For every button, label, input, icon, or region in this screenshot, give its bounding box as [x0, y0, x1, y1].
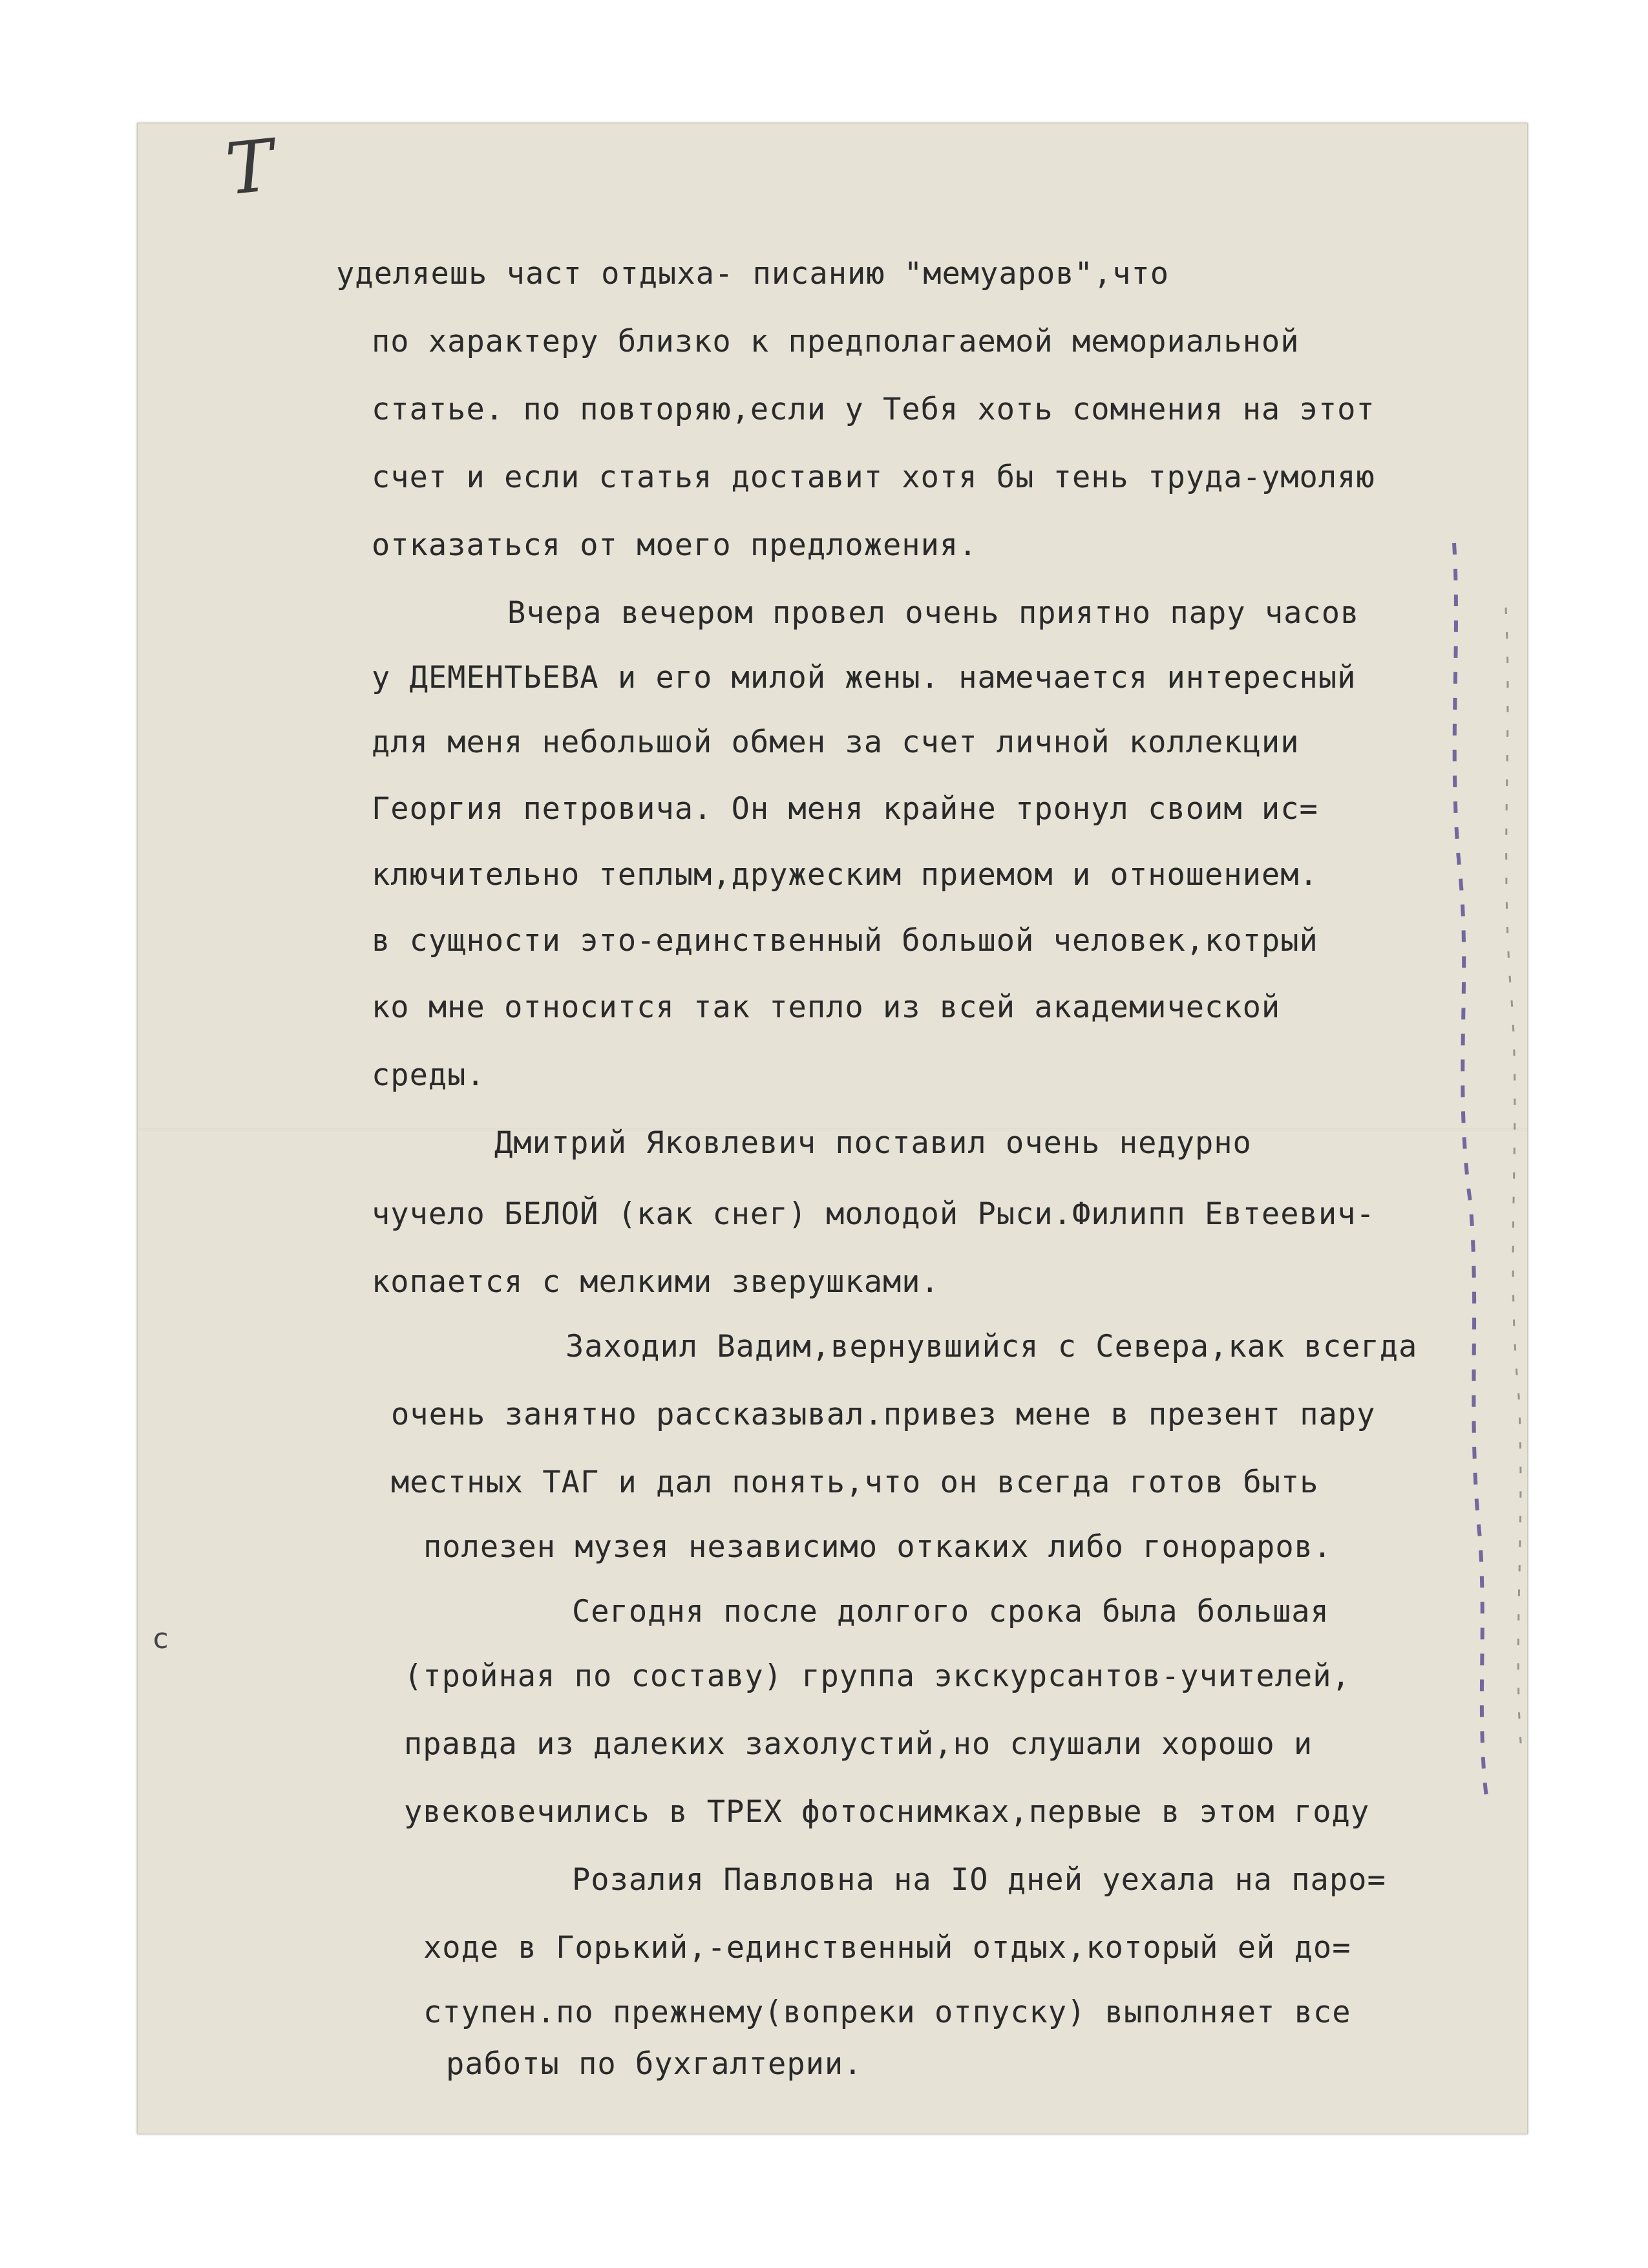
letter-line: среды.	[372, 1057, 485, 1093]
margin-annotation-marks	[1409, 530, 1538, 1823]
letter-line: правда из далеких захолустий,но слушали хорошо и	[404, 1726, 1313, 1762]
letter-line: Розалия Павловна на IO дней уехала на паро=	[572, 1862, 1386, 1898]
letter-line: Георгия петровича. Он меня крайне тронул своим ис=	[372, 791, 1318, 827]
letter-line: чучело БЕЛОЙ (как снег) молодой Рыси.Филипп Евтеевич-	[372, 1196, 1375, 1232]
letter-line: Вчера вечером провел очень приятно пару часов	[507, 595, 1360, 631]
letter-line: в сущности это-единственный большой человек,котрый	[372, 923, 1318, 959]
letter-line: ко мне относится так тепло из всей академической	[372, 990, 1281, 1025]
letter-line: Дмитрий Яковлевич поставил очень недурно	[494, 1125, 1252, 1161]
letter-line: полезен музея независимо откаких либо гонораров.	[423, 1529, 1333, 1565]
handwritten-initial: Т	[222, 123, 278, 211]
letter-line: ключительно теплым,дружеским приемом и отношением.	[372, 857, 1318, 893]
letter-line: (тройная по составу) группа экскурсантов-учителей,	[404, 1659, 1351, 1694]
letter-line: у ДЕМЕНТЬЕВА и его милой жены. намечается интересный	[372, 660, 1357, 695]
letter-line: копается с мелкими зверушками.	[372, 1264, 940, 1300]
letter-line: ходе в Горький,-единственный отдых,который ей до=	[423, 1930, 1351, 1966]
letter-line: ступен.по прежнему(вопреки отпуску) выполняет все	[423, 1995, 1351, 2030]
letter-line: местных ТАГ и дал понять,что он всегда готов быть	[391, 1465, 1319, 1500]
letter-line: счет и если статья доставит хотя бы тень труда-умоляю	[372, 460, 1375, 495]
letter-line: Сегодня после долгого срока была большая	[572, 1594, 1329, 1629]
letter-line: отказаться от моего предложения.	[372, 527, 978, 563]
letter-line: уделяешь част отдыха- писанию "мемуаров",что	[336, 256, 1170, 291]
letter-line: очень занятно рассказывал.привез мене в презент пару	[391, 1397, 1376, 1432]
edge-mark: с	[152, 1622, 169, 1655]
letter-line: Заходил Вадим,вернувшийся с Севера,как всегда	[565, 1329, 1418, 1364]
letter-line: статье. по повторяю,если у Тебя хоть сомнения на этот	[372, 392, 1375, 427]
letter-line: для меня небольшой обмен за счет личной коллекции	[372, 725, 1300, 760]
letter-line: по характеру близко к предполагаемой мемориальной	[372, 324, 1300, 359]
letter-line: работы по бухгалтерии.	[446, 2046, 863, 2082]
letter-line: увековечились в ТРЕХ фотоснимках,первые в этом году	[404, 1794, 1370, 1830]
